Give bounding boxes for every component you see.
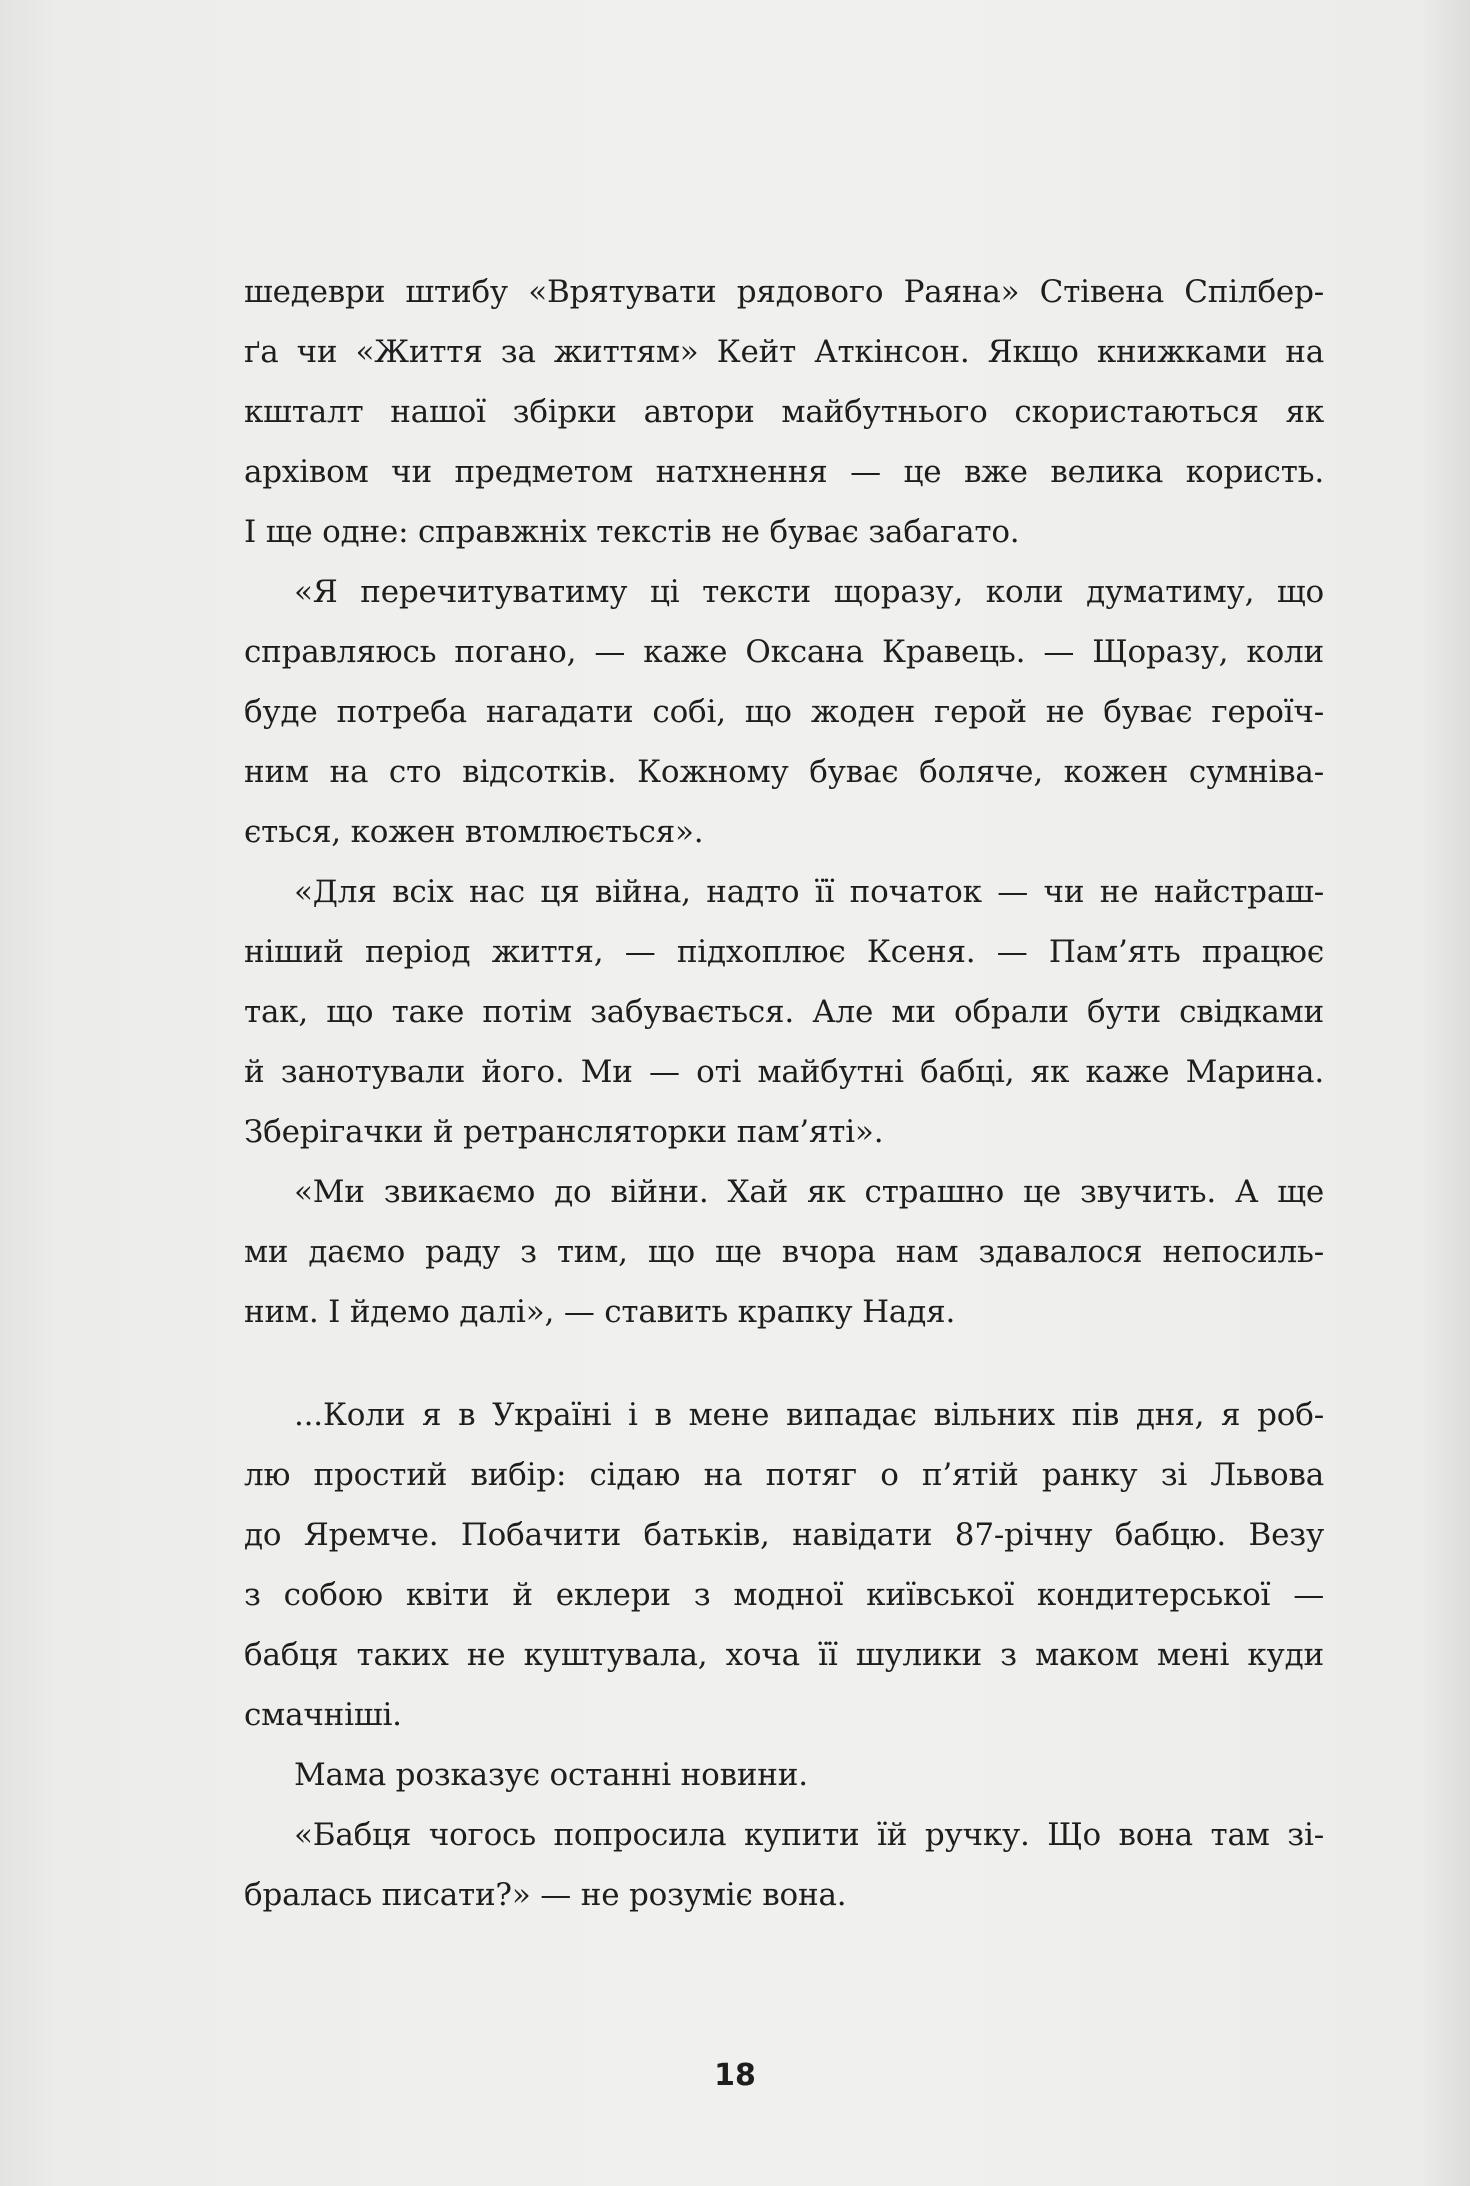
text-line: ним. І йдемо далі», — ставить крапку Надя. — [244, 1294, 956, 1330]
text-line: смачніші. — [244, 1697, 402, 1733]
text-line: лю простий вибір: сідаю на потяг о п’ятій ранку зі Львова — [244, 1457, 1324, 1493]
text-line: кшталт нашої збірки автори майбутнього скористаються як — [244, 394, 1324, 430]
text-line: буде потреба нагадати собі, що жоден герой не буває героїч- — [244, 694, 1324, 730]
text-line: ...Коли я в Україні і в мене випадає вільних пів дня, я роб- — [294, 1397, 1324, 1433]
text-line: шедеври штибу «Врятувати рядового Раяна» Стівена Спілбер- — [244, 274, 1324, 310]
text-line: ґа чи «Життя за життям» Кейт Аткінсон. Якщо книжками на — [244, 334, 1324, 370]
text-line: до Яремче. Побачити батьків, навідати 87-річну бабцю. Везу — [244, 1517, 1324, 1553]
text-line: ється, кожен втомлюється». — [244, 814, 704, 850]
text-line: ним на сто відсотків. Кожному буває боляче, кожен сумніва- — [244, 754, 1324, 790]
text-block-lower — [244, 1385, 1324, 1925]
text-line: й занотували його. Ми — оті майбутні бабці, як каже Марина. — [244, 1054, 1324, 1090]
text-line: справляюсь погано, — каже Оксана Кравець. — Щоразу, коли — [244, 634, 1324, 670]
page-number: 18 — [714, 2058, 756, 2093]
text-line: «Я перечитуватиму ці тексти щоразу, коли думатиму, що — [294, 574, 1324, 610]
text-line: ніший період життя, — підхоплює Ксеня. — Пам’ять працює — [244, 934, 1324, 970]
text-line: «Для всіх нас ця війна, надто її початок — чи не найстраш- — [294, 874, 1324, 910]
text-line: «Бабця чогось попросила купити їй ручку. Що вона там зі- — [294, 1817, 1324, 1853]
text-line: архівом чи предметом натхнення — це вже велика користь. — [244, 454, 1324, 490]
text-line: бабця таких не куштувала, хоча її шулики з маком мені куди — [244, 1637, 1324, 1673]
text-line: «Ми звикаємо до війни. Хай як страшно це звучить. А ще — [294, 1174, 1324, 1210]
text-block-upper — [244, 262, 1324, 1342]
text-line: Мама розказує останні новини. — [294, 1757, 808, 1793]
text-line: бралась писати?» — не розуміє вона. — [244, 1877, 847, 1913]
text-line: так, що таке потім забувається. Але ми обрали бути свідками — [244, 994, 1324, 1030]
text-line: І ще одне: справжніх текстів не буває забагато. — [244, 514, 1020, 550]
text-line: Зберігачки й ретрансляторки пам’яті». — [244, 1114, 884, 1150]
text-line: ми даємо раду з тим, що ще вчора нам здавалося непосиль- — [244, 1234, 1324, 1270]
text-line: з собою квіти й еклери з модної київської кондитерської — — [244, 1577, 1324, 1613]
